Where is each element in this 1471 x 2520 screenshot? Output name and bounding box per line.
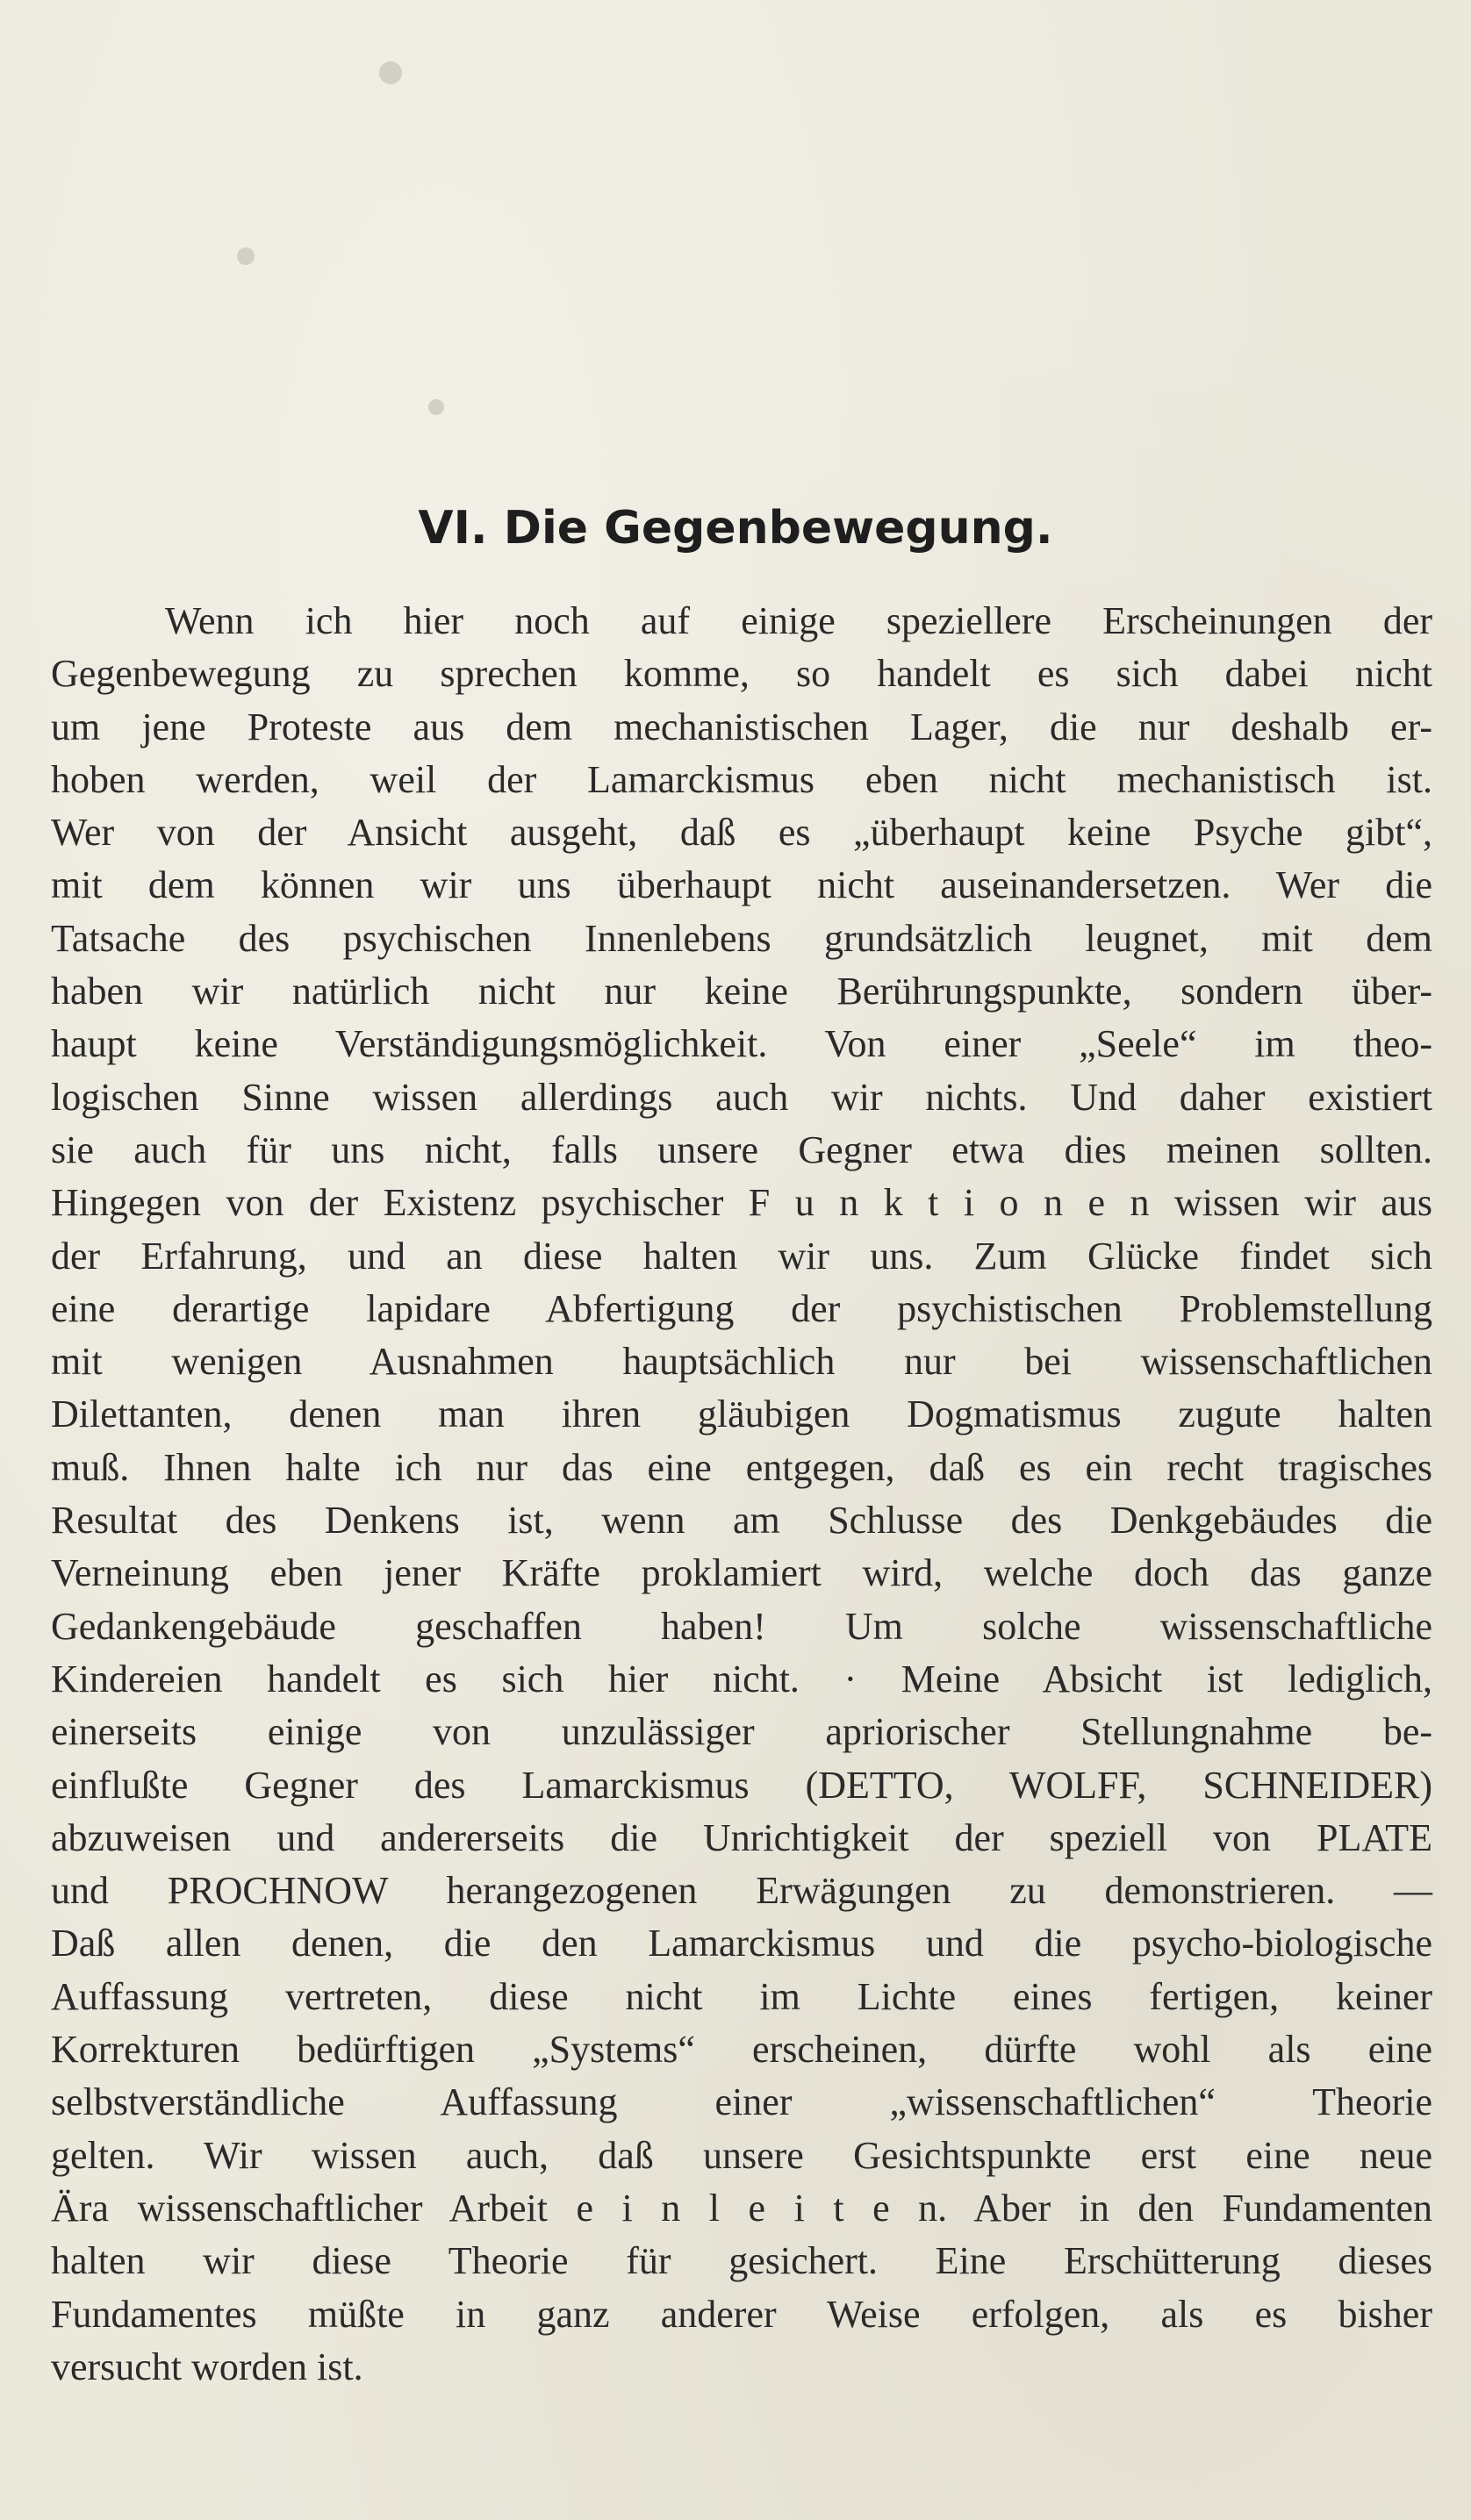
paper-stain: [428, 399, 444, 415]
text-line: gelten. Wir wissen auch, daß unsere Gesichtspunkte erst eine neue: [51, 2133, 1432, 2177]
text-line: mit wenigen Ausnahmen hauptsächlich nur bei wissenschaftlichen: [51, 1340, 1432, 1384]
text-line: haupt keine Verständigungsmöglichkeit. Von einer „Seele“ im theo-: [51, 1022, 1432, 1066]
text-line: Ära wissenschaftlicher Arbeit e i n l e i t e n. Aber in den Fundamenten: [51, 2186, 1432, 2230]
text-line: Wenn ich hier noch auf einige speziellere Erscheinungen der: [165, 599, 1432, 642]
text-line: selbstverständliche Auffassung einer „wissenschaftlichen“ Theorie: [51, 2080, 1432, 2124]
text-line: einflußte Gegner des Lamarckismus (DETTO, WOLFF, SCHNEIDER): [51, 1763, 1432, 1807]
chapter-heading: VI. Die Gegenbewegung.: [418, 502, 1053, 555]
text-line: und PROCHNOW herangezogenen Erwägungen zu demonstrieren. —: [51, 1869, 1432, 1913]
text-line: Daß allen denen, die den Lamarckismus und die psycho-biologische: [51, 1922, 1432, 1965]
text-line: Verneinung eben jener Kräfte proklamiert wird, welche doch das ganze: [51, 1551, 1432, 1595]
text-line: Dilettanten, denen man ihren gläubigen Dogmatismus zugute halten: [51, 1392, 1432, 1436]
text-line: abzuweisen und andererseits die Unrichtigkeit der speziell von PLATE: [51, 1815, 1432, 1859]
text-line: eine derartige lapidare Abfertigung der psychistischen Problemstellung: [51, 1286, 1432, 1330]
text-line: mit dem können wir uns überhaupt nicht auseinandersetzen. Wer die: [51, 863, 1432, 907]
text-line: logischen Sinne wissen allerdings auch wir nichts. Und daher existiert: [51, 1075, 1432, 1119]
text-line: Fundamentes müßte in ganz anderer Weise erfolgen, als es bisher: [51, 2292, 1432, 2336]
text-line: Wer von der Ansicht ausgeht, daß es „überhaupt keine Psyche gibt“,: [51, 811, 1432, 855]
text-line: um jene Proteste aus dem mechanistischen Lager, die nur deshalb er-: [51, 705, 1432, 748]
body-paragraph: [51, 595, 1432, 2394]
text-line: muß. Ihnen halte ich nur das eine entgegen, daß es ein recht tragisches: [51, 1445, 1432, 1489]
text-line: hoben werden, weil der Lamarckismus eben nicht mechanistisch ist.: [51, 757, 1432, 801]
paper-stain: [379, 61, 402, 84]
text-line: sie auch für uns nicht, falls unsere Gegner etwa dies meinen sollten.: [51, 1128, 1432, 1171]
text-line: Auffassung vertreten, diese nicht im Lichte eines fertigen, keiner: [51, 1974, 1432, 2018]
text-line: der Erfahrung, und an diese halten wir uns. Zum Glücke findet sich: [51, 1234, 1432, 1278]
text-line: Gedankengebäude geschaffen haben! Um solche wissenschaftliche: [51, 1604, 1432, 1648]
text-line: Resultat des Denkens ist, wenn am Schlusse des Denkgebäudes die: [51, 1499, 1432, 1543]
text-line: haben wir natürlich nicht nur keine Berührungspunkte, sondern über-: [51, 970, 1432, 1013]
text-line: halten wir diese Theorie für gesichert. Eine Erschütterung dieses: [51, 2239, 1432, 2283]
text-line: Gegenbewegung zu sprechen komme, so handelt es sich dabei nicht: [51, 652, 1432, 696]
text-line: Korrekturen bedürftigen „Systems“ erscheinen, dürfte wohl als eine: [51, 2028, 1432, 2072]
text-line: Kindereien handelt es sich hier nicht. · Meine Absicht ist lediglich,: [51, 1657, 1432, 1700]
paper-stain: [237, 247, 255, 265]
text-line: versucht worden ist.: [51, 2345, 363, 2388]
text-line: Tatsache des psychischen Innenlebens grundsätzlich leugnet, mit dem: [51, 916, 1432, 960]
text-line: einerseits einige von unzulässiger apriorischer Stellungnahme be-: [51, 1710, 1432, 1754]
text-line: Hingegen von der Existenz psychischer F u n k t i o n e n wissen wir aus: [51, 1181, 1432, 1225]
